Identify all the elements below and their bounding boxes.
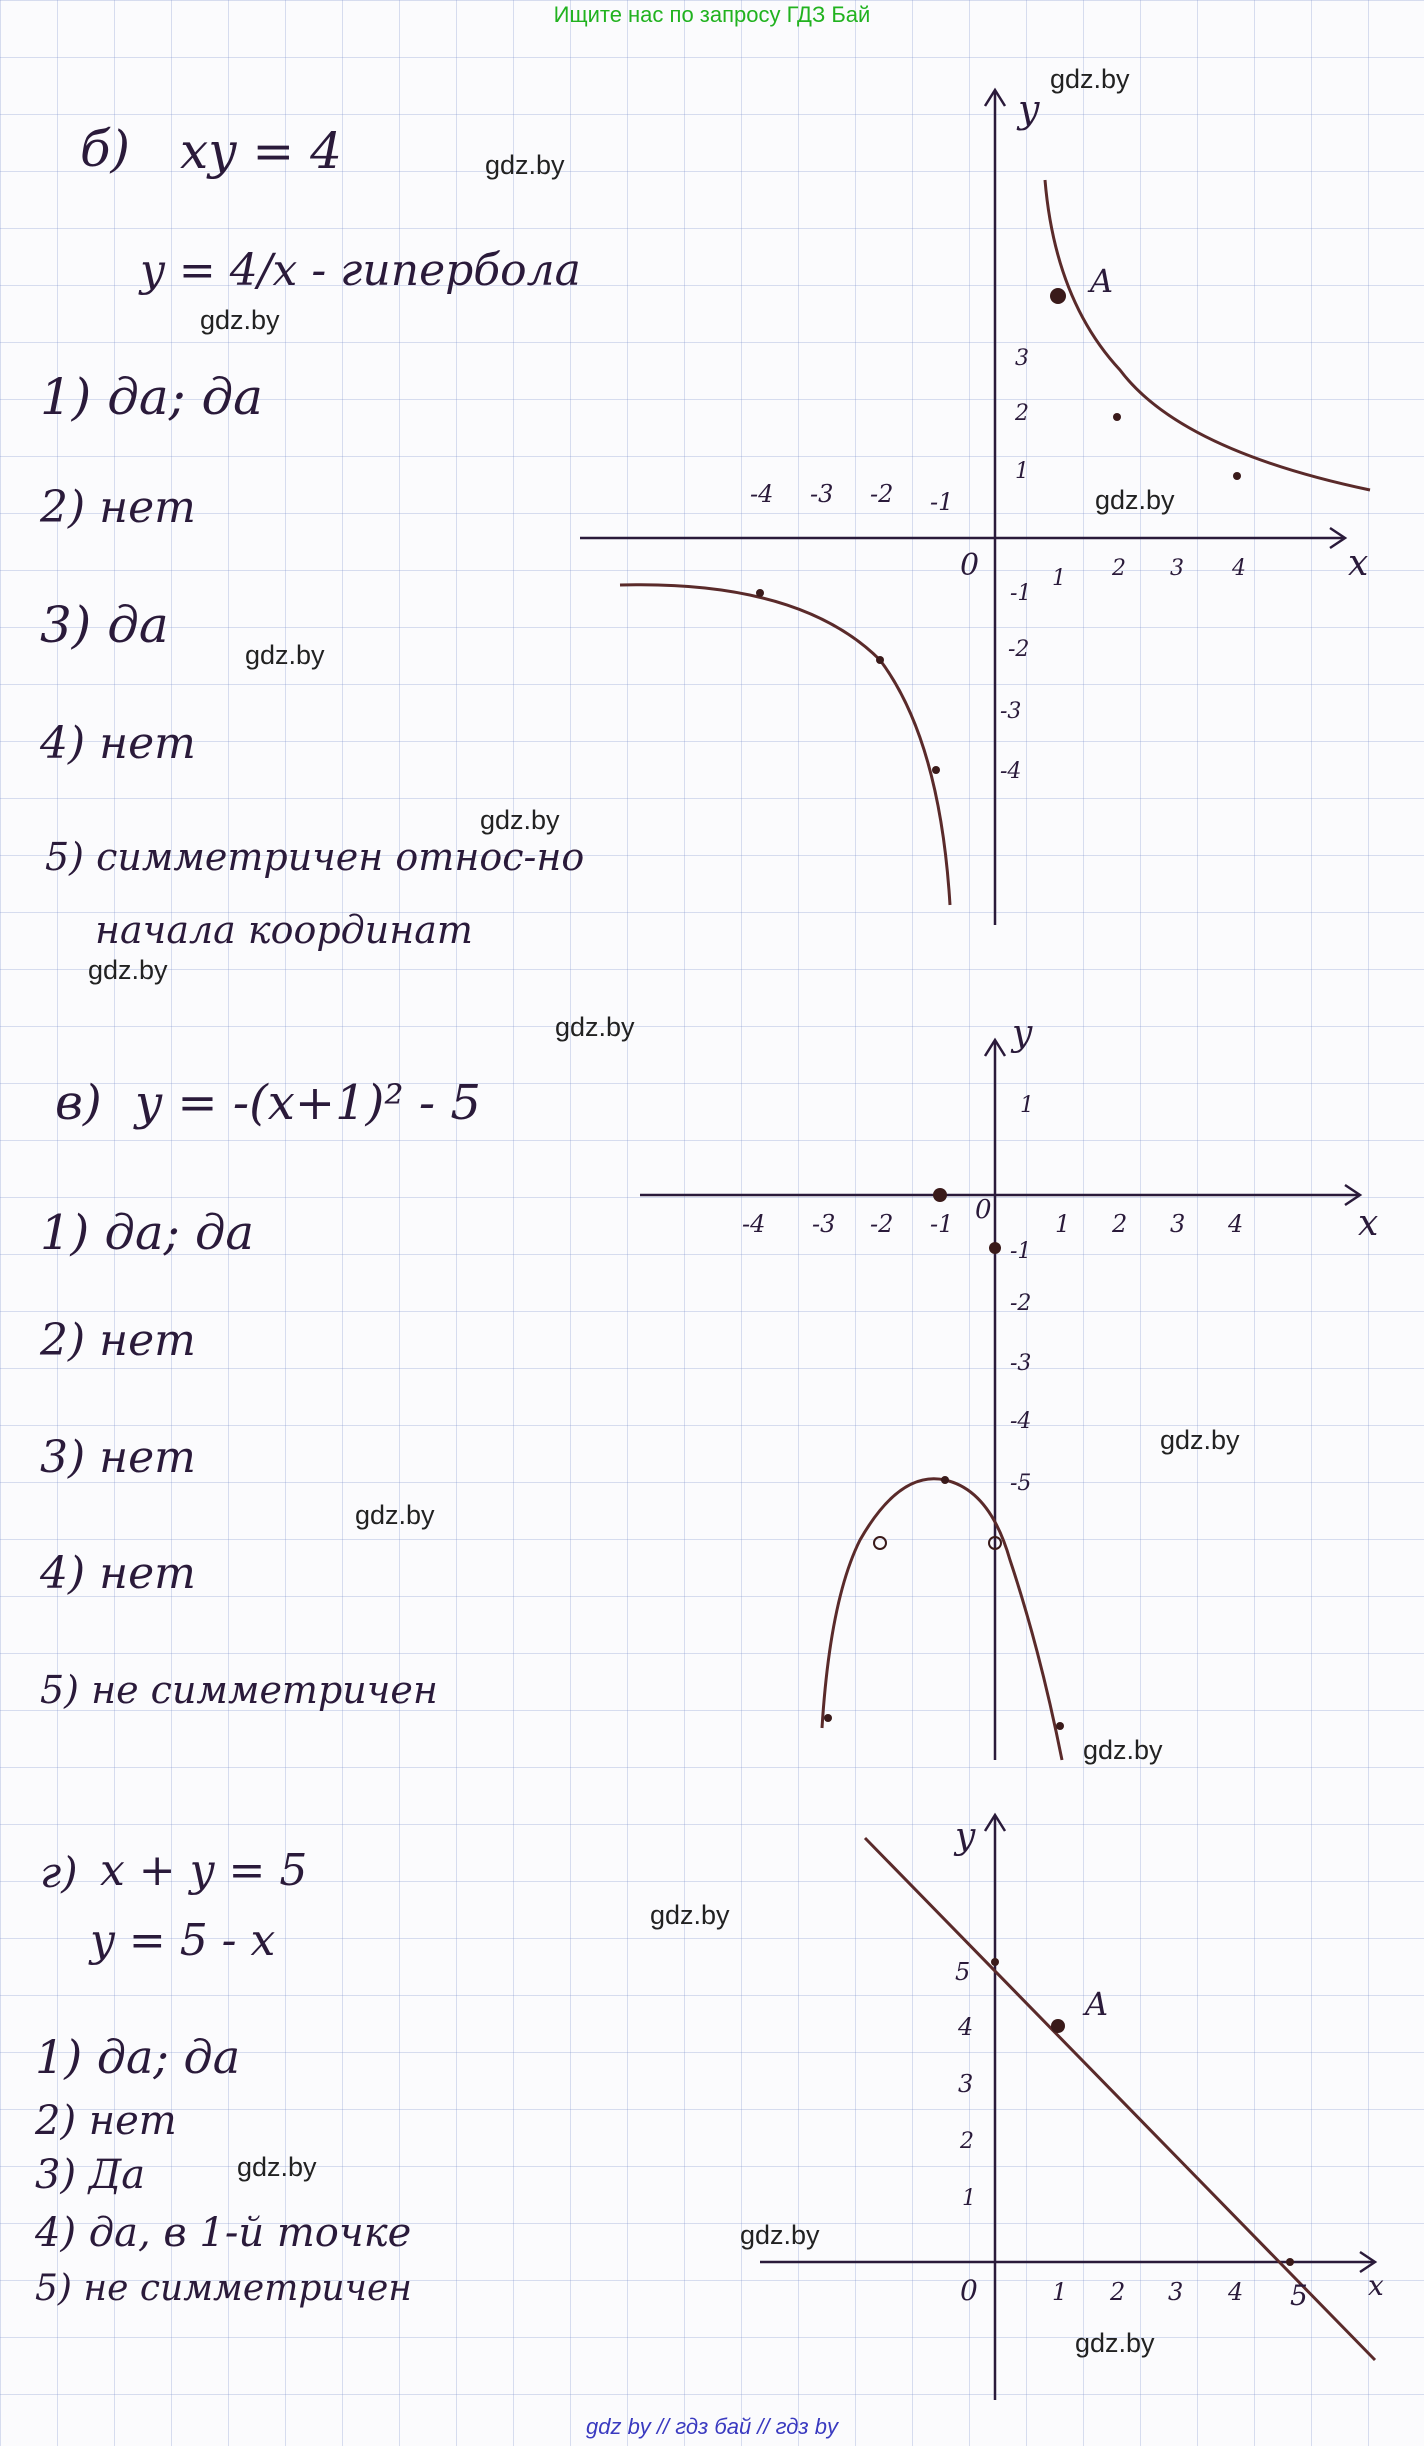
y-tick-label: -5 [1010, 1471, 1032, 1496]
point-a-dot [1051, 2019, 1065, 2033]
answer-line: начала координат [95, 908, 473, 952]
watermark: gdz.by [480, 805, 560, 835]
section-g-formula: y = 5 - x [90, 1915, 276, 1966]
y-axis-label: y [955, 1816, 976, 1857]
watermark: gdz.by [245, 640, 325, 670]
x-axis-label: x [1368, 2269, 1384, 2302]
watermark: gdz.by [555, 1012, 635, 1042]
answer-line: 4) нет [40, 1548, 196, 1599]
watermark: gdz.by [740, 2220, 820, 2250]
x-tick-label: 2 [1112, 1210, 1128, 1238]
answer-line: 1) да; да [35, 2030, 241, 2084]
y-tick-label: -3 [1000, 699, 1022, 724]
answer-line: 3) нет [40, 1432, 196, 1483]
x-tick-label: 3 [1168, 2278, 1184, 2306]
x-tick-label: 5 [1290, 2279, 1308, 2312]
answer-line: 2) нет [35, 2098, 177, 2144]
answer-line: 1) да; да [40, 368, 263, 426]
y-tick-label: -3 [1010, 1351, 1032, 1376]
watermark: gdz.by [485, 150, 565, 180]
x-tick-label: -3 [810, 480, 834, 508]
x-tick-label: 2 [1110, 2278, 1126, 2306]
origin-label: 0 [960, 2274, 978, 2307]
answer-line: 5) не симметричен [35, 2268, 412, 2309]
x-tick-label: -3 [812, 1210, 836, 1238]
watermark: gdz.by [1095, 485, 1175, 515]
x-tick-label: 1 [1052, 566, 1066, 591]
y-tick-label: 3 [1015, 346, 1029, 371]
answer-line: 1) да; да [40, 1205, 255, 1261]
x-axis-label: x [1348, 543, 1369, 584]
y-tick-label: 5 [955, 1958, 971, 1986]
y-tick-label: -1 [1010, 581, 1032, 606]
x-tick-label: -2 [870, 480, 894, 508]
point-a-label: A [1090, 262, 1114, 300]
footer-links[interactable]: gdz by // гдз бай // гдз by [585, 2414, 838, 2439]
watermark: gdz.by [237, 2152, 317, 2182]
watermark: gdz.by [1075, 2328, 1155, 2358]
section-b-equation: xy = 4 [180, 122, 342, 180]
section-b-label: б) [80, 120, 131, 178]
x-tick-label: 1 [1052, 2278, 1068, 2306]
answer-line: 5) не симметричен [40, 1668, 438, 1712]
watermark: gdz.by [650, 1900, 730, 1930]
y-tick-label: -2 [1008, 637, 1030, 662]
x-tick-label: -1 [930, 1210, 954, 1238]
x-tick-label: 3 [1170, 556, 1184, 581]
answer-line: 3) да [40, 596, 169, 654]
y-tick-label: 1 [962, 2186, 976, 2211]
x-tick-label: -1 [930, 488, 954, 516]
watermark: gdz.by [355, 1500, 435, 1530]
watermark: gdz.by [1160, 1425, 1240, 1455]
answer-line: 2) нет [40, 1315, 196, 1366]
section-b-formula: y = 4/x - гипербола [140, 245, 581, 296]
origin-label: 0 [960, 548, 980, 583]
y-tick-label: -1 [1010, 1239, 1032, 1264]
y-tick-label: 4 [958, 2013, 974, 2041]
x-tick-label: 3 [1170, 1210, 1186, 1238]
answer-line: 5) симметричен относ-но [45, 835, 585, 879]
y-tick-label: 1 [1020, 1093, 1034, 1118]
point-a-label: A [1085, 1985, 1109, 2023]
answer-line: 2) нет [40, 482, 196, 533]
section-g-equation: x + y = 5 [100, 1845, 308, 1896]
y-tick-label: 1 [1015, 459, 1029, 484]
x-tick-label: -2 [870, 1210, 894, 1238]
answer-line: 3) Да [35, 2152, 146, 2198]
y-tick-label: -4 [1000, 759, 1022, 784]
x-tick-label: 2 [1112, 556, 1126, 581]
y-axis-label: y [1018, 87, 1040, 131]
watermark: gdz.by [1083, 1735, 1163, 1765]
top-banner[interactable]: Ищите нас по запросу ГДЗ Бай [553, 2, 871, 27]
section-v-equation: y = -(x+1)² - 5 [135, 1075, 481, 1131]
watermark: gdz.by [1050, 64, 1130, 94]
y-tick-label: 3 [958, 2070, 974, 2098]
y-tick-label: -4 [1010, 1409, 1032, 1434]
x-tick-label: -4 [742, 1210, 766, 1238]
x-tick-label: 4 [1228, 1210, 1244, 1238]
y-tick-label: -2 [1010, 1291, 1032, 1316]
x-tick-label: 1 [1055, 1210, 1071, 1238]
section-v-label: в) [55, 1075, 102, 1131]
x-axis-label: x [1358, 1203, 1379, 1244]
y-tick-label: 2 [1015, 401, 1029, 426]
watermark: gdz.by [200, 305, 280, 335]
answer-line: 4) да, в 1-й точке [35, 2210, 412, 2256]
x-tick-label: 4 [1228, 2278, 1244, 2306]
y-axis-label: y [1012, 1013, 1033, 1054]
origin-label: 0 [975, 1195, 992, 1225]
x-tick-label: -4 [750, 480, 774, 508]
y-tick-label: 2 [960, 2129, 974, 2154]
section-g-label: г) [40, 1848, 78, 1897]
watermark: gdz.by [88, 955, 168, 985]
x-tick-label: 4 [1232, 556, 1246, 581]
answer-line: 4) нет [40, 718, 196, 769]
